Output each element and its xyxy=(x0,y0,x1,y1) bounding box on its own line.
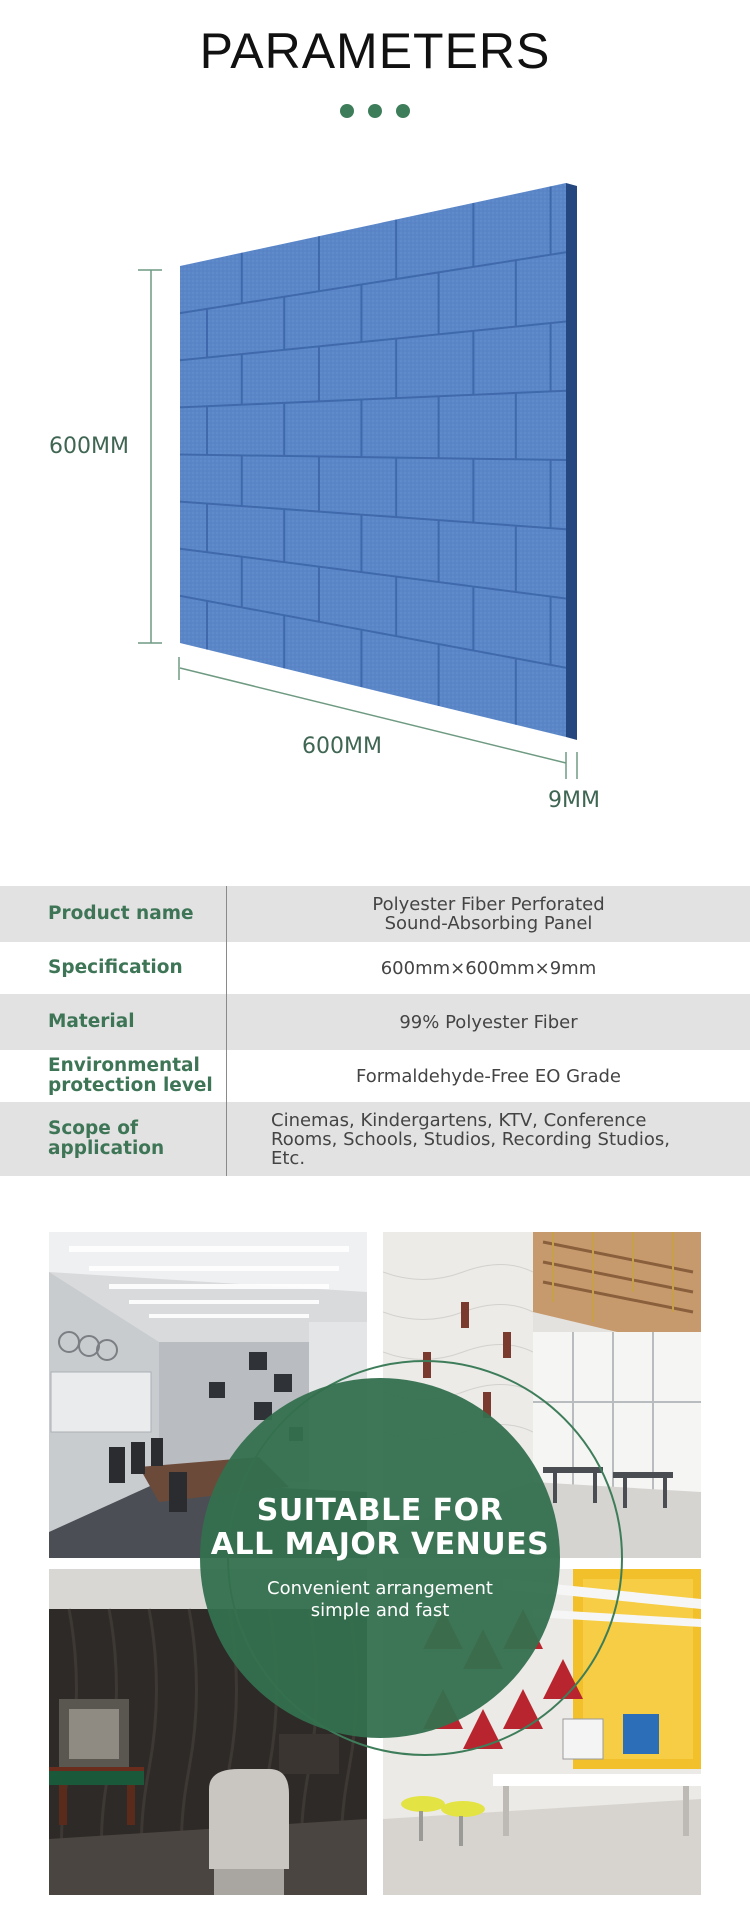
spec-value-line: Etc. xyxy=(271,1147,306,1169)
spec-row xyxy=(0,886,750,942)
spec-label-line: application xyxy=(48,1138,165,1159)
badge-headline: ALL MAJOR VENUES xyxy=(210,1527,550,1562)
spec-value xyxy=(227,1102,750,1176)
spec-row xyxy=(0,994,750,1050)
dot xyxy=(368,104,382,118)
thickness-dimension-label: 9MM xyxy=(548,788,600,813)
spec-label-line: protection level xyxy=(48,1075,213,1096)
spec-row xyxy=(0,1102,750,1176)
badge-subtitle: simple and fast xyxy=(310,1600,450,1621)
spec-label xyxy=(0,1102,227,1176)
panel-illustration xyxy=(0,160,750,820)
spec-row xyxy=(0,1050,750,1102)
badge-subtitle: Convenient arrangement xyxy=(267,1578,493,1599)
spec-label-line: Environmental xyxy=(48,1055,200,1076)
spec-value-line: Sound-Absorbing Panel xyxy=(384,913,593,934)
badge-headline: SUITABLE FOR xyxy=(256,1493,504,1528)
spec-value: Formaldehyde-Free EO Grade xyxy=(356,1065,621,1087)
spec-label: Material xyxy=(0,994,227,1050)
venue-gallery xyxy=(49,1232,701,1895)
spec-value: 600mm×600mm×9mm xyxy=(380,957,597,979)
spec-value-line: Polyester Fiber Perforated xyxy=(372,894,605,915)
spec-table xyxy=(0,886,750,1176)
spec-label: Product name xyxy=(0,886,227,942)
width-dimension-label: 600MM xyxy=(302,734,382,759)
height-dimension-label: 600MM xyxy=(49,434,129,459)
dot xyxy=(396,104,410,118)
spec-value: 99% Polyester Fiber xyxy=(399,1011,578,1033)
spec-label xyxy=(0,1050,227,1102)
venues-badge xyxy=(200,1378,560,1738)
dot xyxy=(340,104,354,118)
title-dots xyxy=(0,104,750,118)
spec-label: Specification xyxy=(0,942,227,994)
spec-row xyxy=(0,942,750,994)
spec-value-line: Rooms, Schools, Studios, Recording Studios, xyxy=(271,1128,670,1150)
spec-value-line: Cinemas, Kindergartens, KTV, Conference xyxy=(271,1109,647,1131)
spec-value xyxy=(227,886,750,942)
panel-diagram xyxy=(0,160,750,824)
page-title: PARAMETERS xyxy=(199,23,551,79)
spec-label-line: Scope of xyxy=(48,1118,138,1139)
